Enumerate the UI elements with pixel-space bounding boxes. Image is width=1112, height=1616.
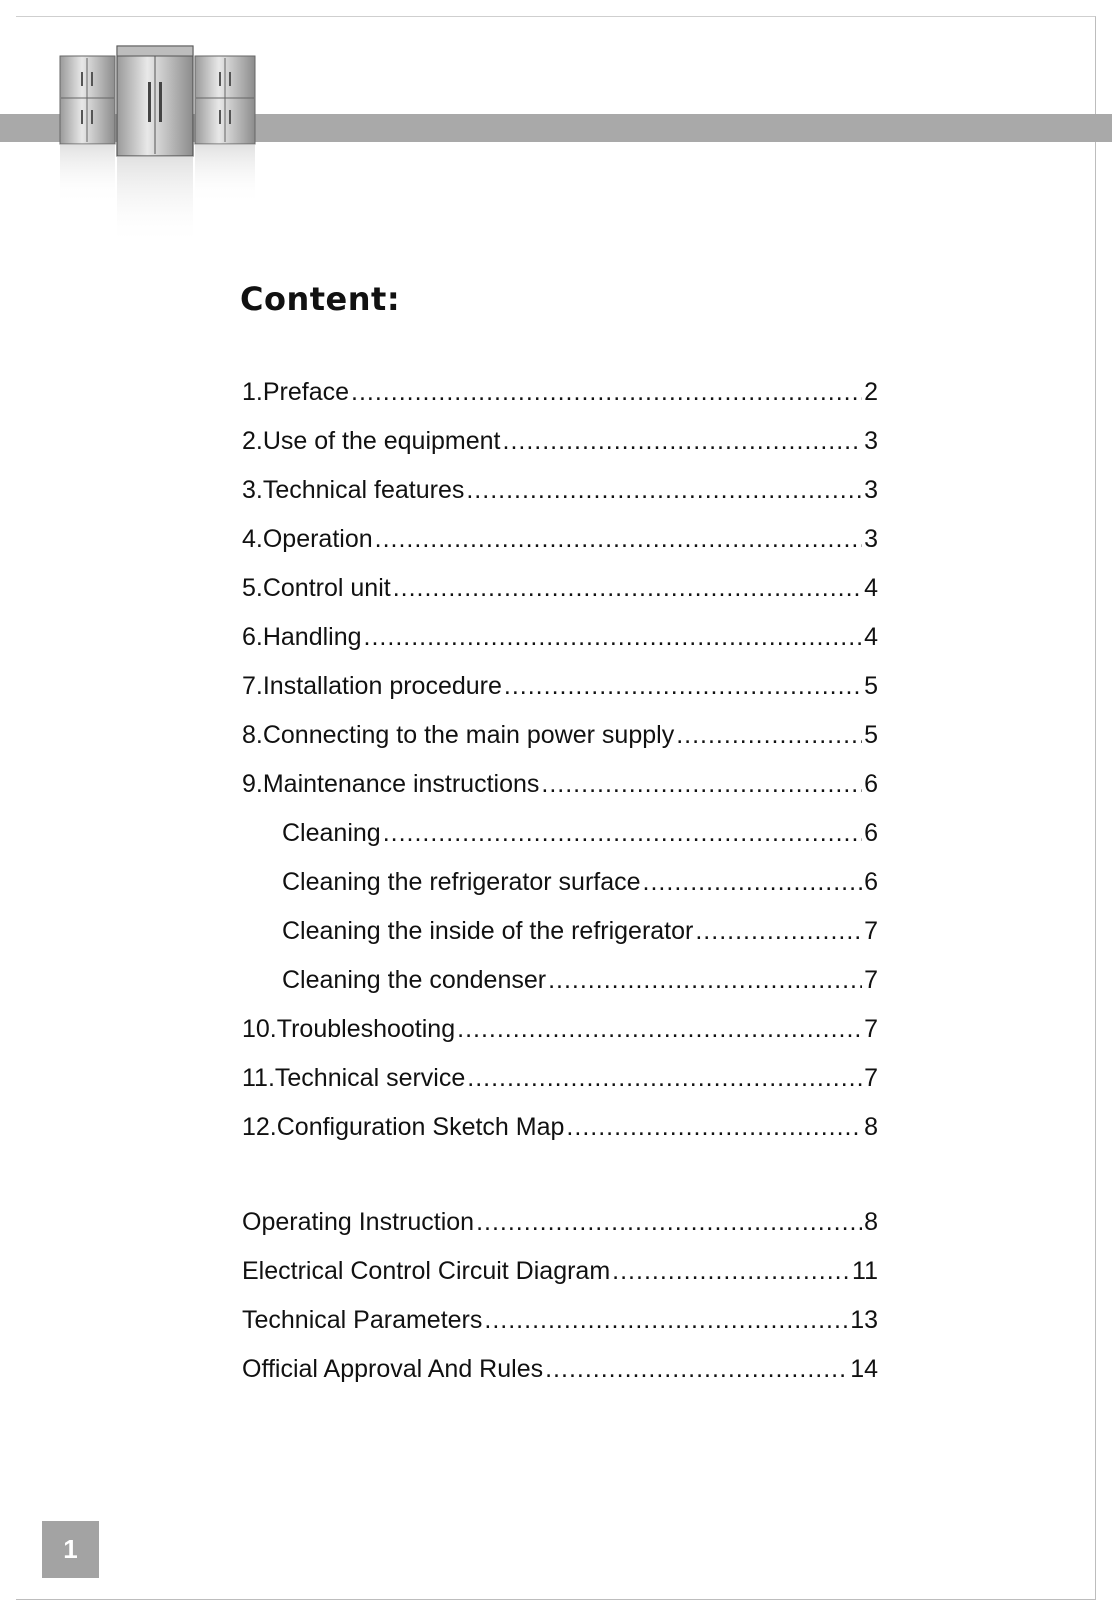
- toc-entry[interactable]: [242, 1257, 878, 1306]
- toc-entry-page-number: 7: [864, 1064, 878, 1092]
- dot-leader: [643, 868, 863, 897]
- dot-leader: [476, 1208, 862, 1237]
- toc-entry-label: 9.Maintenance instructions: [242, 770, 540, 798]
- toc-entry[interactable]: [242, 476, 878, 525]
- refrigerator-cabinets-icon: [55, 42, 270, 252]
- toc-entry[interactable]: [242, 1064, 878, 1113]
- toc-entry-label: Electrical Control Circuit Diagram: [242, 1257, 611, 1285]
- toc-entry[interactable]: [242, 427, 878, 476]
- dot-leader: [566, 1113, 862, 1142]
- toc-entry-label: 7.Installation procedure: [242, 672, 502, 700]
- toc-entry-label: Cleaning: [282, 819, 381, 847]
- toc-entry-label: 8.Connecting to the main power supply: [242, 721, 675, 749]
- toc-entry[interactable]: [242, 721, 878, 770]
- toc-entry[interactable]: [242, 1306, 878, 1355]
- dot-leader: [364, 623, 863, 652]
- toc-entry-label: 4.Operation: [242, 525, 373, 553]
- table-of-contents: [242, 378, 878, 1404]
- toc-entry-label: Technical Parameters: [242, 1306, 483, 1334]
- toc-entry-page-number: 4: [864, 574, 878, 602]
- toc-entry[interactable]: [242, 868, 878, 917]
- toc-entry-page-number: 8: [864, 1113, 878, 1141]
- toc-entry-label: 12.Configuration Sketch Map: [242, 1113, 565, 1141]
- toc-entry-page-number: 6: [864, 770, 878, 798]
- toc-entry-label: 1.Preface: [242, 378, 350, 406]
- toc-entry[interactable]: [242, 966, 878, 1015]
- dot-leader: [383, 819, 862, 848]
- toc-entry-page-number: 6: [864, 868, 878, 896]
- toc-entry[interactable]: [242, 1208, 878, 1257]
- toc-entry-label: 5.Control unit: [242, 574, 391, 602]
- dot-leader: [484, 1306, 848, 1335]
- toc-entry-page-number: 4: [864, 623, 878, 651]
- toc-entry[interactable]: [242, 574, 878, 623]
- toc-entry-page-number: 5: [864, 721, 878, 749]
- toc-entry-label: Cleaning the inside of the refrigerator: [282, 917, 694, 945]
- toc-entry-page-number: 13: [850, 1306, 878, 1334]
- page-number-badge: 1: [42, 1521, 99, 1578]
- toc-entry-page-number: 6: [864, 819, 878, 847]
- dot-leader: [548, 966, 862, 995]
- dot-leader: [375, 525, 862, 554]
- toc-entry-label: Operating Instruction: [242, 1208, 475, 1236]
- toc-entry-page-number: 14: [850, 1355, 878, 1383]
- toc-appendix-section: [242, 1208, 878, 1404]
- toc-entry-page-number: 7: [864, 1015, 878, 1043]
- toc-entry[interactable]: [242, 525, 878, 574]
- toc-entry-label: 6.Handling: [242, 623, 362, 651]
- toc-entry[interactable]: [242, 1113, 878, 1162]
- dot-leader: [503, 427, 863, 456]
- toc-entry-page-number: 11: [852, 1257, 878, 1285]
- toc-entry[interactable]: [242, 672, 878, 721]
- toc-entry[interactable]: [242, 1355, 878, 1404]
- toc-entry-page-number: 3: [864, 476, 878, 504]
- toc-entry-label: 2.Use of the equipment: [242, 427, 501, 455]
- toc-entry-label: Official Approval And Rules: [242, 1355, 544, 1383]
- toc-entry[interactable]: [242, 623, 878, 672]
- toc-entry-page-number: 2: [864, 378, 878, 406]
- toc-entry-label: 10.Troubleshooting: [242, 1015, 456, 1043]
- toc-entry-label: Cleaning the refrigerator surface: [282, 868, 641, 896]
- toc-entry[interactable]: [242, 819, 878, 868]
- dot-leader: [545, 1355, 848, 1384]
- toc-entry-label: 3.Technical features: [242, 476, 465, 504]
- dot-leader: [676, 721, 862, 750]
- page-title: Content:: [240, 280, 401, 318]
- toc-entry[interactable]: [242, 378, 878, 427]
- dot-leader: [466, 476, 862, 505]
- dot-leader: [457, 1015, 862, 1044]
- dot-leader: [467, 1064, 862, 1093]
- toc-entry[interactable]: [242, 917, 878, 966]
- dot-leader: [504, 672, 862, 701]
- toc-entry-page-number: 7: [864, 966, 878, 994]
- toc-entry-page-number: 3: [864, 525, 878, 553]
- toc-main-section: [242, 378, 878, 1162]
- dot-leader: [541, 770, 862, 799]
- toc-entry[interactable]: [242, 770, 878, 819]
- toc-entry-page-number: 8: [864, 1208, 878, 1236]
- toc-entry-page-number: 3: [864, 427, 878, 455]
- toc-entry-page-number: 5: [864, 672, 878, 700]
- dot-leader: [351, 378, 862, 407]
- toc-entry-label: 11.Technical service: [242, 1064, 466, 1092]
- dot-leader: [612, 1257, 850, 1286]
- dot-leader: [393, 574, 862, 603]
- toc-entry-label: Cleaning the condenser: [282, 966, 547, 994]
- dot-leader: [695, 917, 862, 946]
- toc-entry-page-number: 7: [864, 917, 878, 945]
- toc-entry[interactable]: [242, 1015, 878, 1064]
